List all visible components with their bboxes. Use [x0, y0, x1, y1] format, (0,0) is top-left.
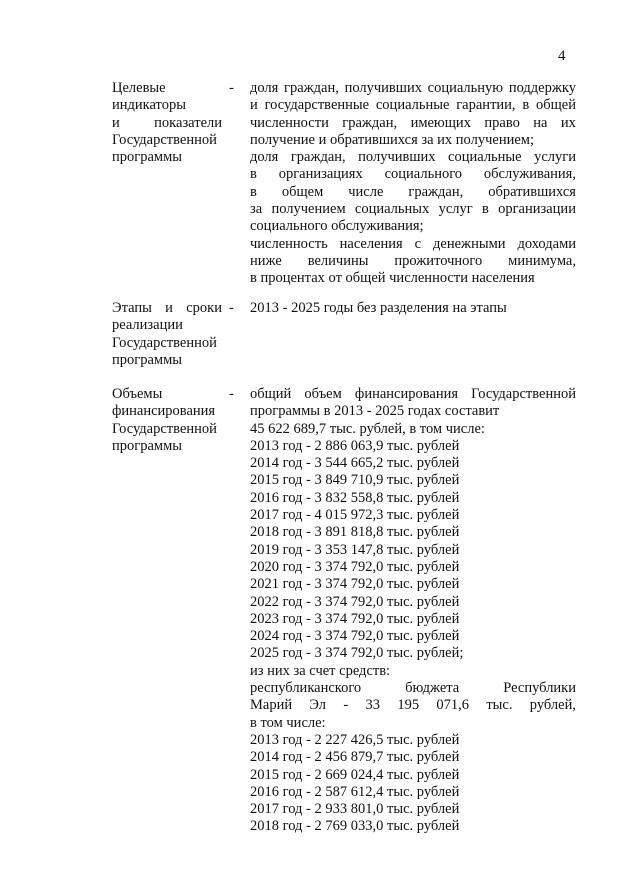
text-line: Объемы	[112, 386, 163, 402]
text-line: 2018 год - 2 769 033,0 тыс. рублей	[250, 818, 460, 835]
text-line: 2017 год - 4 015 972,3 тыс. рублей	[250, 507, 460, 524]
word: общей	[536, 97, 576, 114]
text-line: 2023 год - 3 374 792,0 тыс. рублей	[250, 610, 460, 627]
text-line: 2015 год - 3 849 710,9 тыс. рублей	[250, 472, 460, 489]
text-line: 2019 год - 3 353 147,8 тыс. рублей	[250, 541, 460, 558]
text-line: в том числе:	[250, 714, 326, 731]
word: и	[250, 97, 258, 114]
row-dash: -	[229, 386, 234, 402]
word: Республики	[503, 680, 576, 697]
word: организации	[498, 201, 576, 218]
justified-text-line	[250, 236, 576, 253]
word: общий	[250, 386, 292, 402]
text-line: Целевые	[112, 80, 166, 96]
text-line: финансирования	[112, 403, 216, 420]
row-label	[112, 80, 222, 166]
word: доля	[250, 149, 279, 166]
word: за	[250, 201, 263, 218]
text-line: 2013 - 2025 годы без разделения на этапы	[250, 300, 507, 316]
row-dash: -	[229, 80, 234, 96]
row-dash: -	[229, 300, 234, 316]
word: получением	[271, 201, 346, 218]
text-line: Государственной	[112, 334, 217, 351]
text-line: 2016 год - 2 587 612,4 тыс. рублей	[250, 783, 460, 800]
text-line: 2025 год - 3 374 792,0 тыс. рублей;	[250, 645, 464, 662]
word: 33	[365, 697, 381, 714]
word: сроки	[186, 300, 222, 316]
word: численности	[250, 114, 329, 131]
justified-text-line	[250, 184, 576, 201]
text-line: 2014 год - 2 456 879,7 тыс. рублей	[250, 749, 460, 766]
word: получивших	[358, 149, 436, 166]
word: и	[165, 300, 173, 316]
word: прожиточного	[394, 252, 483, 269]
word: имеющих	[410, 114, 471, 131]
word: объем	[304, 386, 342, 402]
word: организациях	[278, 166, 363, 183]
text-line: Государственной	[112, 131, 217, 148]
justified-text-line	[250, 386, 576, 403]
text-line: программы в 2013 - 2025 годах составит	[250, 403, 500, 420]
word: величины	[307, 252, 369, 269]
word: доходами	[517, 235, 576, 252]
word: числе	[348, 183, 384, 200]
text-line: программы	[112, 149, 182, 166]
word: Эл	[309, 697, 327, 714]
text-line: получение и обратившихся за их получением;	[250, 131, 534, 148]
text-line: 2014 год - 3 544 665,2 тыс. рублей	[250, 455, 460, 472]
word: в	[481, 201, 489, 218]
text-line: индикаторы	[112, 97, 186, 114]
word: социальные	[448, 149, 522, 166]
text-line: 2018 год - 3 891 818,8 тыс. рублей	[250, 524, 460, 541]
text-line: 2021 год - 3 374 792,0 тыс. рублей	[250, 576, 460, 593]
text-line: 2013 год - 2 886 063,9 тыс. рублей	[250, 437, 460, 454]
word: получивших	[344, 80, 422, 96]
text-line: социального обслуживания;	[250, 218, 424, 235]
word: право	[484, 114, 520, 131]
word: доля	[250, 80, 279, 96]
row-label	[112, 300, 222, 369]
text-line: реализации	[112, 317, 183, 334]
word: в	[250, 166, 257, 183]
justified-text-line	[250, 166, 576, 183]
word: бюджета	[405, 680, 460, 697]
row-label	[112, 386, 222, 455]
word: республиканского	[250, 680, 362, 697]
word: государственные	[264, 97, 370, 114]
text-line: 2013 год - 2 227 426,5 тыс. рублей	[250, 731, 460, 748]
word: рублей,	[529, 697, 576, 714]
justified-text-line	[250, 115, 576, 132]
word: их	[560, 114, 576, 131]
word: услуги	[534, 149, 576, 166]
word: с	[414, 235, 422, 252]
text-line: 2020 год - 3 374 792,0 тыс. рублей	[250, 558, 460, 575]
word: Этапы	[112, 300, 152, 316]
text-line: 2022 год - 3 374 792,0 тыс. рублей	[250, 593, 460, 610]
justified-text-line	[250, 253, 576, 270]
row-value	[250, 386, 576, 836]
word: услуг	[438, 201, 473, 218]
word: в	[522, 97, 530, 114]
word: 195	[397, 697, 420, 714]
justified-text-line	[250, 149, 576, 166]
word: 071,6	[436, 697, 470, 714]
text-line: в процентах от общей численности населения	[250, 270, 535, 287]
row-value	[250, 80, 576, 288]
word: граждан,	[342, 114, 398, 131]
text-line: программы	[112, 351, 182, 368]
word: Марий	[250, 697, 293, 714]
justified-text-line	[250, 680, 576, 697]
word: в	[250, 183, 257, 200]
text-line: 2016 год - 3 832 558,8 тыс. рублей	[250, 489, 460, 506]
text-line: 2024 год - 3 374 792,0 тыс. рублей	[250, 628, 460, 645]
word: финансирования	[354, 386, 459, 402]
word: социальную	[427, 80, 504, 96]
word: показатели	[154, 114, 222, 131]
word: обслуживания,	[483, 166, 576, 183]
word: социальных	[354, 201, 430, 218]
word: социального	[384, 166, 463, 183]
justified-text-line	[250, 97, 576, 114]
text-line: программы	[112, 437, 182, 454]
text-line: 45 622 689,7 тыс. рублей, в том числе:	[250, 420, 485, 437]
word: тыс.	[486, 697, 513, 714]
justified-text-line	[250, 201, 576, 218]
justified-text-line	[250, 697, 576, 714]
word: численность	[250, 235, 328, 252]
word: социальные	[375, 97, 450, 114]
word: ниже	[250, 252, 282, 269]
word: граждан,	[284, 80, 339, 96]
word: Государственной	[471, 386, 576, 402]
page-number: 4	[558, 48, 566, 64]
justified-text-line	[250, 80, 576, 97]
justified-text-line	[112, 115, 222, 132]
word: обратившихся	[488, 183, 576, 200]
text-line: 2015 год - 2 669 024,4 тыс. рублей	[250, 766, 460, 783]
word: граждан,	[408, 183, 464, 200]
justified-text-line	[112, 300, 222, 317]
word: денежными	[433, 235, 506, 252]
word: населения	[339, 235, 403, 252]
word: граждан,	[290, 149, 346, 166]
text-line: Государственной	[112, 420, 217, 437]
word: поддержку	[508, 80, 576, 96]
word: минимума,	[508, 252, 576, 269]
word: на	[533, 114, 548, 131]
text-line: из них за счет средств:	[250, 662, 391, 679]
text-line: 2017 год - 2 933 801,0 тыс. рублей	[250, 801, 460, 818]
word: и	[112, 114, 120, 131]
word: гарантии,	[456, 97, 516, 114]
word: -	[343, 697, 349, 714]
row-value	[250, 300, 576, 317]
word: общем	[281, 183, 324, 200]
